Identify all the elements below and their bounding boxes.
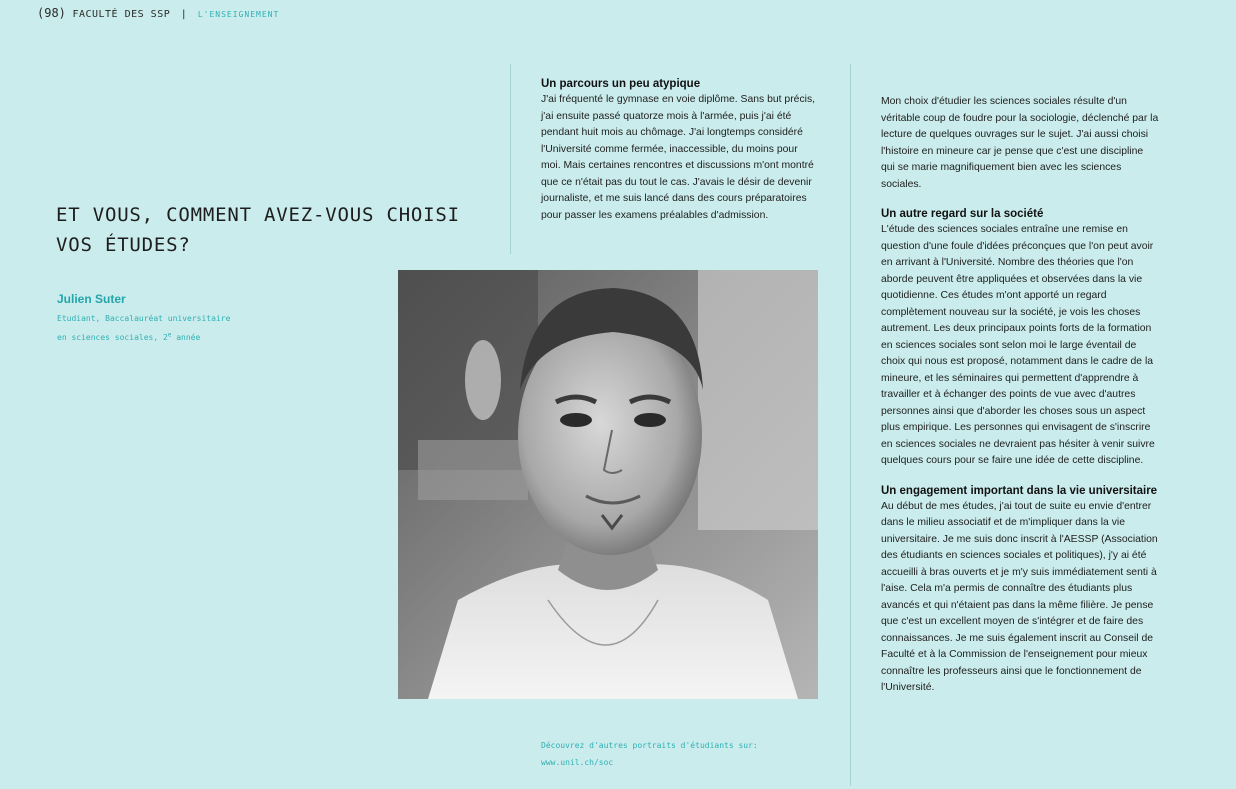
student-name: Julien Suter [57,292,126,306]
student-role-line1: Etudiant, Baccalauréat universitaire [57,314,231,323]
role-suffix: année [171,332,201,342]
heading-parcours: Un parcours un peu atypique [541,78,701,90]
section-label: L'ENSEIGNEMENT [197,10,280,19]
page-number: (98) [37,6,66,20]
text-column-left [541,77,819,224]
paragraph-engagement: Au début de mes études, j'ai tout de suite eu envie d'entrer dans le milieu associatif et de m'impliquer dans la vie universitaire. Je me suis donc inscrit à l'AESSP (Association des étudiants en sciences sociales et politiques), j'y ai été accueilli à bras ouverts et je m'y suis immédiatement senti à l'aise. Cela m'a permis de connaître des étudiants plus avancés et qui n'étaient pas dans la même filière. Je pense que c'est un excellent moyen de s'intégrer et de faire des connaissances. Je me suis également inscrit au Conseil de Faculté et à la Commission de l'enseignement pour mieux connaître les professeurs ainsi que le fonctionnement de l'Université. [881,500,1158,693]
paragraph-parcours: J'ai fréquenté le gymnase en voie diplôme. Sans but précis, j'ai ensuite passé quatorze mois à l'armée, puis j'ai été pendant huit mois au chômage. J'ai longtemps considéré l'Université comme fermée, inaccessible, du moins pour moi. Mais certaines rencontres et discussions m'ont montré que ce n'était pas du tout le cas. J'avais le désir de devenir journaliste, et me suis lancé dans des cours préparatoires pour passer les examens préalables d'admission. [541,94,816,221]
role-text: en sciences sociales, 2 [57,332,168,342]
page-title [56,200,476,260]
column-divider-left [510,64,511,254]
column-divider-right [850,64,851,786]
page-title-line2: VOS ÉTUDES? [56,234,191,256]
caption-link[interactable]: www.unil.ch/soc [541,758,614,767]
paragraph-intro: Mon choix d'étudier les sciences sociales résulte d'un véritable coup de foudre pour la sociologie, déclenché par la lecture de quelques ouvrages sur le sujet. J'ai aussi choisi l'histoire en mineure car je pense que c'est une discipline qui se marie magnifiquement bien avec les sciences sociales. [881,96,1159,190]
student-portrait-photo [398,270,818,699]
role-superscript: e [167,331,172,338]
running-header [37,6,279,20]
faculty-label: FACULTÉ DES SSP [72,9,171,20]
header-separator: | [180,9,188,20]
portraits-caption [541,737,758,771]
caption-text: Découvrez d'autres portraits d'étudiants sur: [541,741,758,750]
heading-autre-regard: Un autre regard sur la société [881,208,1044,220]
heading-engagement: Un engagement important dans la vie universitaire [881,484,1158,497]
paragraph-autre-regard: L'étude des sciences sociales entraîne une remise en question d'une foule d'idées préconçues que l'on peut avoir en arrivant à l'Université. Nombre des théories que l'on aborde peuvent être appliquées et observées dans la vie quotidienne. Ces études m'ont apporté un regard complètement nouveau sur la société, je vois les choses autrement. Les deux principaux points forts de la formation en sciences sociales sont selon moi le large éventail de choix qui nous est proposé, notamment dans le cadre de la mineure, et les séminaires qui permettent d'apprendre à travailler et à échanger des points de vue avec d'autres personnes ainsi que d'aborder les choses sous un aspect plus empirique. Les personnes qui envisagent de s'inscrire en sciences sociales ne devraient pas hésiter à venir suivre quelques cours pour se faire une idée de cette discipline. [881,224,1155,466]
text-column-right [881,94,1159,697]
student-role [57,311,230,346]
portrait-illustration [398,270,818,699]
page-title-line1: ET VOUS, COMMENT AVEZ-VOUS CHOISI [56,204,460,226]
student-role-line2 [57,333,200,342]
